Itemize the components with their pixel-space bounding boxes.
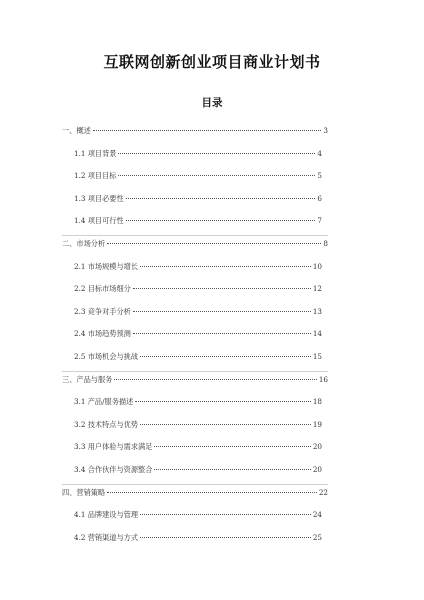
toc-entry-title: 2.4 市场趋势预测: [74, 329, 131, 339]
toc-leader-dots: [107, 243, 321, 244]
toc-entry-page: 15: [312, 352, 322, 361]
toc-entry-title: 1.1 项目背景: [74, 148, 117, 158]
toc-leader-dots: [107, 492, 317, 493]
toc-entry-title: 3.1 产品/服务描述: [74, 397, 134, 407]
toc-leader-dots: [140, 514, 311, 515]
toc-leader-dots: [118, 175, 315, 176]
toc-heading: 目录: [201, 97, 223, 109]
toc-entry-title: 2.3 竞争对手分析: [74, 306, 131, 316]
toc-entry[interactable]: [62, 239, 328, 249]
toc-entry[interactable]: [74, 420, 322, 430]
toc-leader-dots: [133, 288, 311, 289]
toc-entry-page: 5: [317, 171, 322, 181]
toc-leader-dots: [118, 153, 315, 154]
toc-entry-page: 7: [317, 216, 322, 226]
toc-entry-title: 一、概述: [62, 126, 91, 135]
toc-entry-title: 二、市场分析: [62, 239, 106, 248]
toc-entry-title: 1.3 项目必要性: [74, 193, 124, 203]
toc-entry-page: 16: [318, 374, 328, 384]
toc-entry-page: 24: [312, 510, 322, 520]
toc-entry-title: 3.2 技术特点与优势: [74, 419, 139, 429]
toc-leader-dots: [133, 311, 311, 312]
toc-entry-page: 14: [312, 329, 322, 339]
toc-divider: [62, 235, 328, 236]
toc-entry[interactable]: [62, 488, 328, 498]
document-title: 互联网创新创业项目商业计划书: [103, 53, 321, 71]
toc-entry-title: 4.1 品牌建设与管理: [74, 510, 139, 520]
toc-leader-dots: [140, 424, 311, 425]
toc-entry[interactable]: [62, 126, 328, 136]
toc-entry-page: 19: [312, 419, 322, 429]
toc-entry-page: 20: [312, 465, 322, 474]
toc-entry-page: 12: [312, 284, 322, 294]
toc-entry-page: 6: [317, 193, 322, 203]
toc-entry-page: 3: [323, 126, 328, 135]
toc-leader-dots: [135, 401, 311, 402]
toc-entry[interactable]: [74, 397, 322, 407]
toc-entry[interactable]: [74, 284, 322, 294]
toc-entry-title: 2.1 市场规模与增长: [74, 261, 139, 271]
toc-entry-page: 25: [312, 532, 322, 542]
toc-entry-page: 13: [312, 306, 322, 316]
toc-entry[interactable]: [74, 216, 322, 226]
toc-entry-title: 四、营销策略: [62, 487, 106, 497]
toc-leader-dots: [140, 537, 311, 538]
toc-entry[interactable]: [74, 442, 322, 452]
toc-entry-title: 1.2 项目目标: [74, 171, 117, 181]
toc-leader-dots: [133, 333, 311, 334]
toc-entry[interactable]: [74, 352, 322, 362]
toc-leader-dots: [154, 469, 310, 470]
toc-entry-page: 22: [318, 487, 328, 497]
toc-leader-dots: [114, 379, 317, 380]
toc-entry-page: 10: [312, 261, 322, 271]
toc-entry[interactable]: [74, 194, 322, 204]
toc-entry-title: 2.2 目标市场细分: [74, 284, 131, 294]
toc-leader-dots: [126, 198, 316, 199]
toc-entry[interactable]: [62, 375, 328, 385]
toc-leader-dots: [154, 446, 310, 447]
toc-entry-title: 三、产品与服务: [62, 374, 113, 384]
toc-divider: [62, 484, 328, 485]
toc-entry-page: 8: [323, 239, 328, 248]
toc-leader-dots: [140, 356, 311, 357]
toc-leader-dots: [93, 130, 322, 131]
toc-entry-title: 4.2 营销渠道与方式: [74, 532, 139, 542]
toc-entry-page: 20: [312, 442, 322, 452]
toc-leader-dots: [140, 266, 311, 267]
toc-entry[interactable]: [74, 307, 322, 317]
toc-entry[interactable]: [74, 533, 322, 543]
toc-entry-page: 4: [317, 148, 322, 158]
toc-entry-page: 18: [312, 397, 322, 407]
toc-entry[interactable]: [74, 510, 322, 520]
toc-entry-title: 1.4 项目可行性: [74, 216, 124, 226]
toc-leader-dots: [126, 220, 316, 221]
toc-entry[interactable]: [74, 329, 322, 339]
toc-entry[interactable]: [74, 262, 322, 272]
toc-entry[interactable]: [74, 171, 322, 181]
toc-entry[interactable]: [74, 149, 322, 159]
toc-divider: [62, 371, 328, 372]
toc-entry-title: 3.3 用户体验与需求满足: [74, 442, 153, 452]
toc-entry-title: 3.4 合作伙伴与资源整合: [74, 465, 153, 474]
toc-entry[interactable]: [74, 465, 322, 475]
toc-entry-title: 2.5 市场机会与挑战: [74, 352, 139, 361]
